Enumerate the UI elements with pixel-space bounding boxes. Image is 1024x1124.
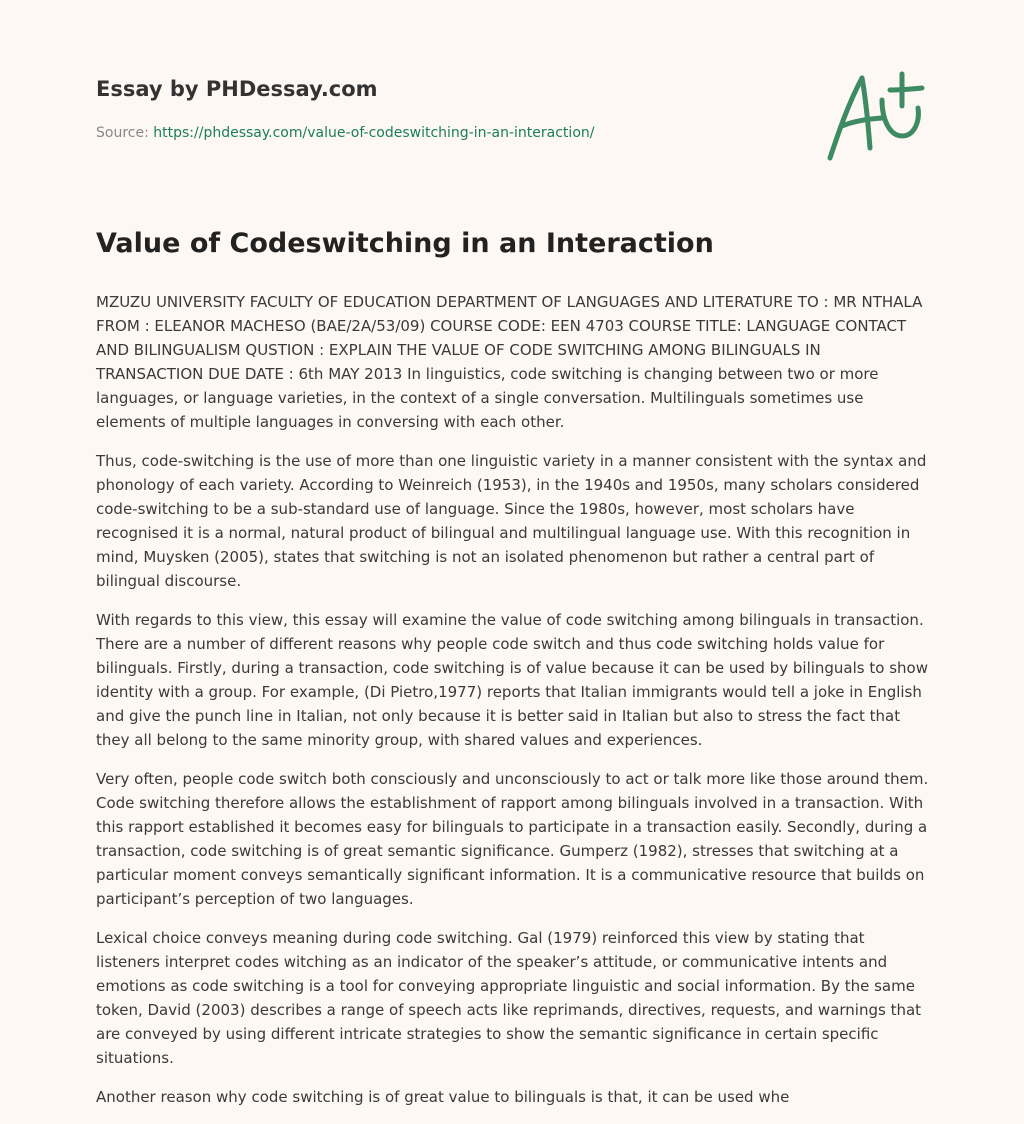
essay-paragraph-5: Lexical choice conveys meaning during code switching. Gal (1979) reinforced this view by stating that listeners interpret codes witching as an indicator of the speaker’s attitude, or communicative intents and emotions as code switching is a tool for conveying appropriate linguistic and social information. By the same token, David (2003) describes a range of speech acts like reprimands, directives, requests, and warnings that are conveyed by using different intricate strategies to show the semantic significance in certain specific situations. bbox=[96, 929, 922, 1067]
a-plus-logo-icon bbox=[820, 64, 930, 168]
essay-title: Value of Codeswitching in an Interaction bbox=[96, 228, 714, 259]
essay-paragraph-3: With regards to this view, this essay will examine the value of code switching among bilinguals in transaction. There are a number of different reasons why people code switch and thus code switching holds value for bilinguals. Firstly, during a transaction, code switching is of value because it can be used by bilinguals to show identity with a group. For example, (Di Pietro,1977) reports that Italian immigrants would tell a joke in English and give the punch line in Italian, not only because it is better said in Italian but also to stress the fact that they all belong to the same minority group, with shared values and experiences. bbox=[96, 611, 928, 749]
source-link[interactable]: https://phdessay.com/value-of-codeswitching-in-an-interaction/ bbox=[153, 125, 595, 141]
source-line bbox=[96, 124, 736, 142]
essay-content bbox=[96, 224, 932, 1124]
site-header bbox=[96, 74, 736, 142]
essay-paragraph-1: MZUZU UNIVERSITY FACULTY OF EDUCATION DEPARTMENT OF LANGUAGES AND LITERATURE TO : MR NTHALA FROM : ELEANOR MACHESO (BAE/2A/53/09) COURSE CODE: EEN 4703 COURSE TITLE: LANGUAGE CONTACT AND BILINGUALISM QUSTION : EXPLAIN THE VALUE OF CODE SWITCHING AMONG BILINGUALS IN TRANSACTION DUE DATE : 6th MAY 2013 In linguistics, code switching is changing between two or more languages, or language varieties, in the context of a single conversation. Multilinguals sometimes use elements of multiple languages in conversing with each other. bbox=[96, 293, 923, 431]
essay-paragraph-2: Thus, code-switching is the use of more than one linguistic variety in a manner consistent with the syntax and phonology of each variety. According to Weinreich (1953), in the 1940s and 1950s, many scholars considered code-switching to be a sub-standard use of language. Since the 1980s, however, most scholars have recognised it is a normal, natural product of bilingual and multilingual language use. With this recognition in mind, Muysken (2005), states that switching is not an isolated phenomenon but rather a central part of bilingual discourse. bbox=[96, 452, 927, 590]
site-title: Essay by PHDessay.com bbox=[96, 77, 378, 101]
essay-paragraph-4: Very often, people code switch both consciously and unconsciously to act or talk more like those around them. Code switching therefore allows the establishment of rapport among bilinguals involved in a transaction. With this rapport established it becomes easy for bilinguals to participate in a transaction easily. Secondly, during a transaction, code switching is of great semantic significance. Gumperz (1982), stresses that switching at a particular moment conveys semantically significant information. It is a communicative resource that builds on participant’s perception of two languages. bbox=[96, 770, 929, 908]
essay-paragraph-6: Another reason why code switching is of great value to bilinguals is that, it can be used whe bbox=[96, 1088, 790, 1106]
source-label: Source: bbox=[96, 125, 154, 141]
